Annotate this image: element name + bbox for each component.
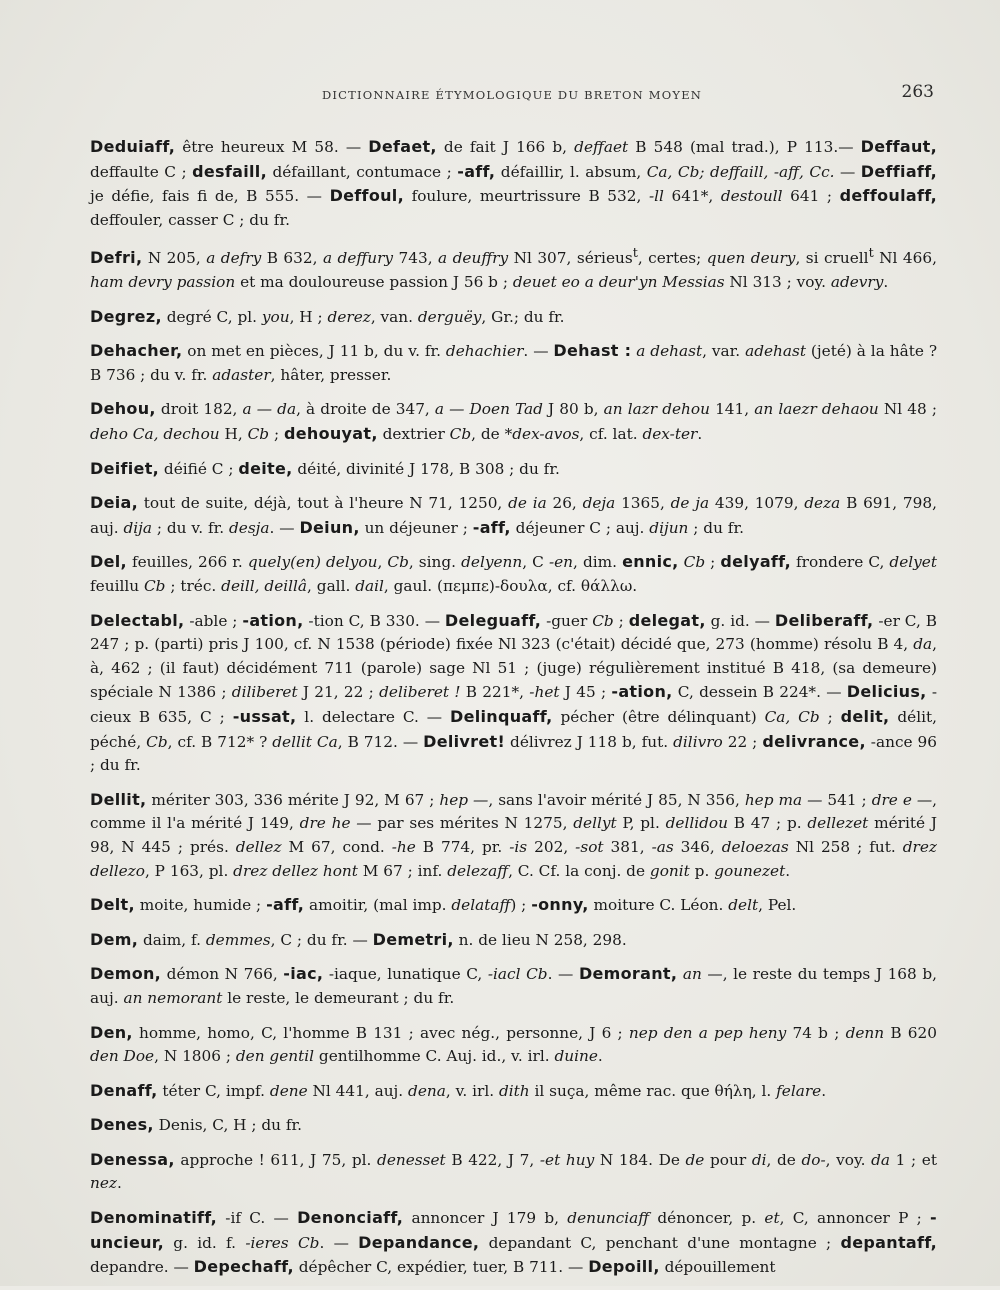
headword: Denes, — [90, 1115, 154, 1135]
headword: delegat, — [628, 610, 706, 630]
headword: -iac, — [283, 964, 324, 984]
dictionary-entry: Dellit, mériter 303, 336 mérite J 92, M 67 ; hep —, sans l'avoir mérité J 85, N 356, hep ma — 541 ; dre e —, comme il l'a mérité J 149, dre he — par ses mérites N 1275, dellyt P, pl. dellidou B 47 ; p. dellezet mérité J 98, N 445 ; prés. dellez M 67, cond. -he B 774, pr. -is 202, -sot 381, -as 346, deloezas Nl 258 ; fut. drez dellezo, P 163, pl. drez dellez hont M 67 ; inf. delezaff, C. Cf. la conj. de gonit p. gounezet. — [90, 789, 938, 880]
dictionary-entry: Deifiet, déifié C ; deite, déité, divinité J 178, B 308 ; du fr. — [90, 458, 560, 478]
headword: Delectabl, — [90, 610, 185, 630]
headword: depantaff, — [840, 1232, 938, 1252]
headword: desfaill, — [192, 161, 267, 181]
dictionary-entry: Deduiaff, être heureux M 58. — Defaet, de fait J 166 b, deffaet B 548 (mal trad.), P 113.— Deffaut, deffaulte C ; desfaill, défaillant, contumace ; -aff, défaillir, l. absum, Ca, Cb; deffaill, -aff, Cc. — Deffiaff, je défie, fais fi de, B 555. — Deffoul, foulure, meurtrissure B 532, -ll 641*, destoull 641 ; deffoulaff, deffouler, casser C ; du fr. — [90, 137, 937, 229]
dictionary-entry: Defri, N 205, a defry B 632, a deffury 743, a deuffry Nl 307, sérieus$^t$, certes; quen deury, si cruell$^t$ Nl 466, ham devry passion et ma douloureuse passion J 56 b ; deuet eo a deur'yn Messias Nl 313 ; voy. adevry. — [90, 246, 937, 292]
headword: Depechaff, — [193, 1257, 294, 1277]
headword: Delinquaff, — [450, 706, 553, 726]
headword: Denaff, — [90, 1080, 158, 1100]
dictionary-entry: Deia, tout de suite, déjà, tout à l'heure N 71, 1250, de ia 26, deja 1365, de ja 439, 1079, deza B 691, 798, auj. dija ; du v. fr. desja. — Deiun, un déjeuner ; -aff, déjeuner C ; auj. dijun ; du fr. — [90, 493, 937, 537]
headword: Dehou, — [90, 399, 156, 419]
headword: Deliberaff, — [774, 610, 874, 630]
headword: Dehast : — [553, 341, 632, 361]
headword: Dellit, — [90, 789, 147, 809]
dictionary-entry: Denessa, approche ! 611, J 75, pl. denesset B 422, J 7, -et huy N 184. De de pour di, de do-, voy. da 1 ; et nez. — [90, 1149, 937, 1193]
headword: Depandance, — [358, 1232, 480, 1252]
headword: delyaff, — [720, 552, 791, 572]
headword: -onny, — [531, 895, 589, 915]
headword: -aff, — [457, 161, 496, 181]
headword: Deifiet, — [90, 458, 160, 478]
headword: deite, — [238, 458, 293, 478]
dictionary-entry: Dehacher, on met en pièces, J 11 b, du v. fr. dehachier. — Dehast : a dehast, var. adehast (jeté) à la hâte ? B 736 ; du v. fr. adaster, hâter, presser. — [90, 341, 938, 384]
headword: Denonciaff, — [297, 1208, 404, 1228]
headword: Degrez, — [90, 306, 162, 326]
headword: -ussat, — [232, 706, 297, 726]
dictionary-entry: Denominatiff, -if C. — Denonciaff, annoncer J 179 b, denunciaff dénoncer, p. et, C, annoncer P ; -uncieur, g. id. f. -ieres Cb. — Depandance, depandant C, penchant d'une montagne ; depantaff, depandre. — Depechaff, dépêcher C, expédier, tuer, B 711. — Depoill, dépouillement — [90, 1208, 938, 1277]
dictionary-entry: Delt, moite, humide ; -aff, amoitir, (mal imp. delataff) ; -onny, moiture C. Léon. delt, Pel. — [90, 895, 797, 915]
page-number: 263 — [901, 82, 934, 102]
headword: Deiun, — [299, 517, 360, 537]
headword: Deffaut, — [860, 137, 937, 156]
headword: Den, — [90, 1022, 133, 1042]
headword: Deffoul, — [329, 186, 404, 206]
headword: Demon, — [90, 964, 162, 984]
headword: -uncieur, — [90, 1208, 937, 1252]
headword: Delicius, — [846, 682, 927, 702]
headword: Denessa, — [90, 1149, 175, 1169]
headword: Deduiaff, — [90, 137, 176, 156]
headword: deffoulaff, — [839, 186, 937, 206]
headword: Delt, — [90, 895, 135, 915]
headword: Denominatiff, — [90, 1208, 218, 1228]
headword: Demetri, — [372, 929, 454, 949]
headword: -ation, — [611, 682, 673, 702]
dictionary-entry: Den, homme, homo, C, l'homme B 131 ; avec nég., personne, J 6 ; nep den a pep heny 74 b ; denn B 620 den Doe, N 1806 ; den gentil gentilhomme C. Auj. id., v. irl. duine. — [90, 1022, 937, 1066]
dictionary-entry: Dem, daim, f. demmes, C ; du fr. — Demetri, n. de lieu N 258, 298. — [90, 929, 627, 949]
headword: Delivret! — [423, 731, 506, 751]
headword: Deffiaff, — [860, 161, 937, 181]
headword: Defaet, — [368, 137, 437, 156]
running-title: DICTIONNAIRE ÉTYMOLOGIQUE DU BRETON MOYEN — [322, 88, 703, 102]
headword: Del, — [90, 552, 127, 572]
headword: Deleguaff, — [444, 610, 542, 630]
headword: Defri, — [90, 248, 143, 268]
headword: Dem, — [90, 929, 139, 949]
headword: Dehacher, — [90, 341, 183, 361]
headword: -aff, — [472, 517, 511, 537]
dictionary-entry: Denaff, téter C, impf. dene Nl 441, auj. dena, v. irl. dith il suça, même rac. que θήλη, l. felare. — [90, 1080, 827, 1100]
headword: ennic, — [622, 552, 679, 572]
dictionary-entry: Degrez, degré C, pl. you, H ; derez, van. derguëy, Gr.; du fr. — [90, 306, 565, 326]
dictionary-entry: Delectabl, -able ; -ation, -tion C, B 330. — Deleguaff, -guer Cb ; delegat, g. id. — Deliberaff, -er C, B 247 ; p. (parti) pris J 100, cf. N 1538 (période) fixée Nl 323 (c'était) décidé que, 273 (homme) résolu B 4, da, à, 462 ; (il faut) décidément 711 (parole) sage Nl 51 ; (juge) régulièrement institué B 418, (sa demeure) spéciale N 1386 ; diliberet J 21, 22 ; deliberet ! B 221*, -het J 45 ; -ation, C, dessein B 224*. — Delicius, -cieux B 635, C ; -ussat, l. delectare C. — Delinquaff, pécher (être délinquant) Ca, Cb ; delit, délit, péché, Cb, cf. B 712* ? dellit Ca, B 712. — Delivret! délivrez J 118 b, fut. dilivro 22 ; delivrance, -ance 96 ; du fr. — [90, 610, 938, 775]
headword: -aff, — [266, 895, 305, 915]
headword: Demorant, — [578, 964, 678, 984]
headword: -ation, — [242, 610, 304, 630]
dictionary-entry: Demon, démon N 766, -iac, -iaque, lunatique C, -iacl Cb. — Demorant, an —, le reste du temps J 168 b, auj. an nemorant le reste, le demeurant ; du fr. — [90, 964, 938, 1007]
headword: dehouyat, — [283, 424, 378, 444]
dictionary-entry: Del, feuilles, 266 r. quely(en) delyou, Cb, sing. delyenn, C -en, dim. ennic, Cb ; delyaff, frondere C, delyet feuillu Cb ; tréc. deill, deillâ, gall. dail, gaul. (πεμπε)-δουλα, cf. θάλλω. — [90, 552, 937, 595]
dictionary-entry: Denes, Denis, C, H ; du fr. — [90, 1115, 303, 1135]
headword: Depoill, — [588, 1257, 660, 1277]
headword: delivrance, — [762, 731, 866, 751]
headword: delit, — [840, 706, 890, 726]
dictionary-body — [90, 135, 937, 1290]
headword: Deia, — [90, 493, 138, 513]
page-header — [90, 82, 940, 110]
dictionary-entry: Dehou, droit 182, a — da, à droite de 347, a — Doen Tad J 80 b, an lazr dehou 141, an laezr dehaou Nl 48 ; deho Ca, dechou H, Cb ; dehouyat, dextrier Cb, de *dex-avos, cf. lat. dex-ter. — [90, 399, 937, 444]
